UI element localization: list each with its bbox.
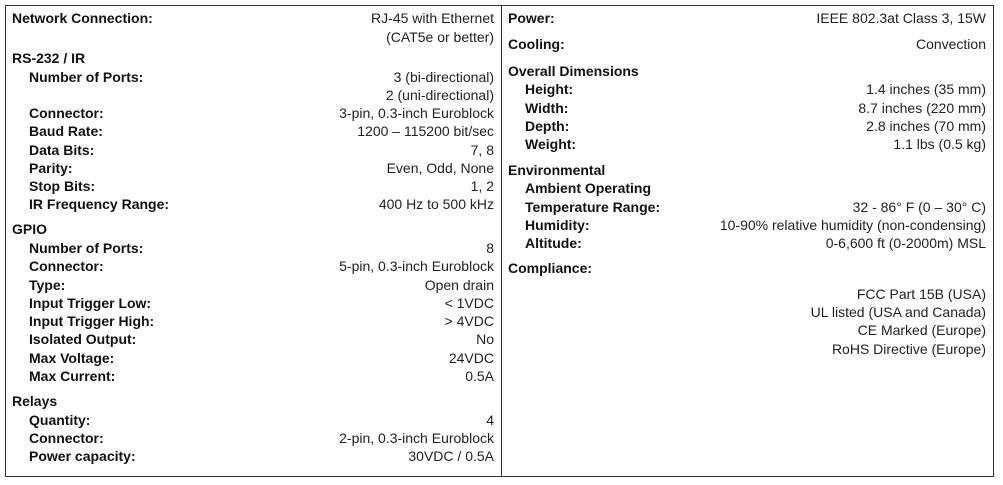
gpio-heading: GPIO [12,221,48,237]
rs232-heading: RS-232 / IR [12,50,86,66]
relays-connector-row [12,429,494,448]
rs232-ir-value: 400 Hz to 500 kHz [378,196,494,212]
gpio-isolated-value: No [476,331,494,347]
dimensions-heading: Overall Dimensions [508,63,639,79]
rs232-parity-label: Parity: [29,160,73,176]
relays-heading: Relays [12,393,58,409]
rs232-databits-row [12,141,494,160]
gpio-maxi-label: Max Current: [29,368,116,384]
compliance-item-text: CE Marked (Europe) [857,322,986,338]
environmental-ambient-label: Ambient Operating [525,180,652,196]
relays-capacity-value: 30VDC / 0.5A [408,448,494,464]
environmental-altitude-value: 0-6,600 ft (0-2000m) MSL [825,235,986,251]
network-label: Network Connection: [12,10,153,26]
rs232-databits-value: 7, 8 [470,142,494,158]
rs232-ports-label: Number of Ports: [29,69,144,85]
gpio-high-value: > 4VDC [444,313,494,329]
compliance-row [508,259,986,278]
cooling-row [508,35,986,54]
environmental-heading: Environmental [508,162,606,178]
dimensions-height-row [508,80,986,99]
environmental-ambient-row [508,179,986,198]
dimensions-width-label: Width: [525,100,569,116]
gpio-type-value: Open drain [424,277,494,293]
relays-capacity-label: Power capacity: [29,448,136,464]
rs232-connector-value: 3-pin, 0.3-inch Euroblock [339,105,494,121]
compliance-item-text: UL listed (USA and Canada) [810,304,986,320]
rs232-ports-value-cont: 2 (uni-directional) [385,87,494,103]
gpio-low-label: Input Trigger Low: [29,295,152,311]
gpio-type-row [12,276,494,295]
compliance-item [508,285,986,304]
compliance-item [508,321,986,340]
gpio-connector-label: Connector: [29,258,104,274]
relays-qty-label: Quantity: [29,412,91,428]
rs232-stopbits-value: 1, 2 [470,178,494,194]
rs232-ports-row [12,68,494,87]
dimensions-width-row [508,99,986,118]
gpio-high-label: Input Trigger High: [29,313,155,329]
environmental-humidity-row [508,216,986,235]
power-label: Power: [508,10,555,26]
environmental-humidity-label: Humidity: [525,217,590,233]
relays-qty-row [12,411,494,430]
environmental-temp-row [508,198,986,217]
network-row-cont [12,28,494,47]
relays-qty-value: 4 [486,412,494,428]
rs232-ports-value: 3 (bi-directional) [393,69,494,85]
compliance-item [508,340,986,359]
dimensions-depth-value: 2.8 inches (70 mm) [866,118,986,134]
dimensions-height-value: 1.4 inches (35 mm) [866,81,986,97]
gpio-type-label: Type: [29,277,66,293]
power-value: IEEE 802.3at Class 3, 15W [816,10,986,26]
compliance-label: Compliance: [508,260,593,276]
rs232-stopbits-label: Stop Bits: [29,178,96,194]
dimensions-height-label: Height: [525,81,574,97]
gpio-maxi-row [12,367,494,386]
rs232-parity-row [12,159,494,178]
cooling-label: Cooling: [508,36,565,52]
gpio-high-row [12,312,494,331]
rs232-baud-label: Baud Rate: [29,123,103,139]
gpio-connector-row [12,257,494,276]
rs232-baud-row [12,122,494,141]
environmental-temp-label: Temperature Range: [525,199,661,215]
dimensions-depth-row [508,117,986,136]
rs232-heading-row [12,49,494,68]
gpio-maxi-value: 0.5A [465,368,494,384]
gpio-ports-label: Number of Ports: [29,240,144,256]
network-row [12,9,494,28]
column-divider [501,6,502,476]
environmental-altitude-label: Altitude: [525,235,582,251]
gpio-isolated-row [12,330,494,349]
rs232-connector-row [12,104,494,123]
power-row [508,9,986,28]
spec-table [5,5,994,477]
rs232-parity-value: Even, Odd, None [386,160,494,176]
cooling-value: Convection [915,36,986,52]
rs232-stopbits-row [12,177,494,196]
gpio-low-value: < 1VDC [444,295,494,311]
environmental-temp-value: 32 - 86° F (0 – 30° C) [852,199,986,215]
relays-heading-row [12,392,494,411]
rs232-baud-value: 1200 – 115200 bit/sec [357,123,494,139]
dimensions-heading-row [508,62,986,81]
gpio-ports-value: 8 [486,240,494,256]
dimensions-width-value: 8.7 inches (220 mm) [858,100,986,116]
relays-connector-label: Connector: [29,430,104,446]
network-value-cont: (CAT5e or better) [386,29,494,45]
compliance-item-text: RoHS Directive (Europe) [831,341,986,357]
dimensions-weight-value: 1.1 lbs (0.5 kg) [893,136,986,152]
dimensions-weight-row [508,135,986,154]
environmental-heading-row [508,161,986,180]
environmental-altitude-row [508,234,986,253]
gpio-ports-row [12,239,494,258]
gpio-maxv-row [12,349,494,368]
relays-connector-value: 2-pin, 0.3-inch Euroblock [339,430,494,446]
gpio-isolated-label: Isolated Output: [29,331,137,347]
rs232-connector-label: Connector: [29,105,104,121]
rs232-ir-label: IR Frequency Range: [29,196,170,212]
compliance-item [508,303,986,322]
environmental-humidity-value: 10-90% relative humidity (non-condensing) [719,217,986,233]
gpio-heading-row [12,220,494,239]
rs232-ports-row-cont [12,86,494,105]
gpio-maxv-label: Max Voltage: [29,350,115,366]
dimensions-depth-label: Depth: [525,118,570,134]
network-value: RJ-45 with Ethernet [371,10,494,26]
gpio-maxv-value: 24VDC [448,350,494,366]
compliance-item-text: FCC Part 15B (USA) [856,286,986,302]
rs232-databits-label: Data Bits: [29,142,95,158]
rs232-ir-row [12,195,494,214]
gpio-low-row [12,294,494,313]
gpio-connector-value: 5-pin, 0.3-inch Euroblock [339,258,494,274]
dimensions-weight-label: Weight: [525,136,577,152]
relays-capacity-row [12,447,494,466]
